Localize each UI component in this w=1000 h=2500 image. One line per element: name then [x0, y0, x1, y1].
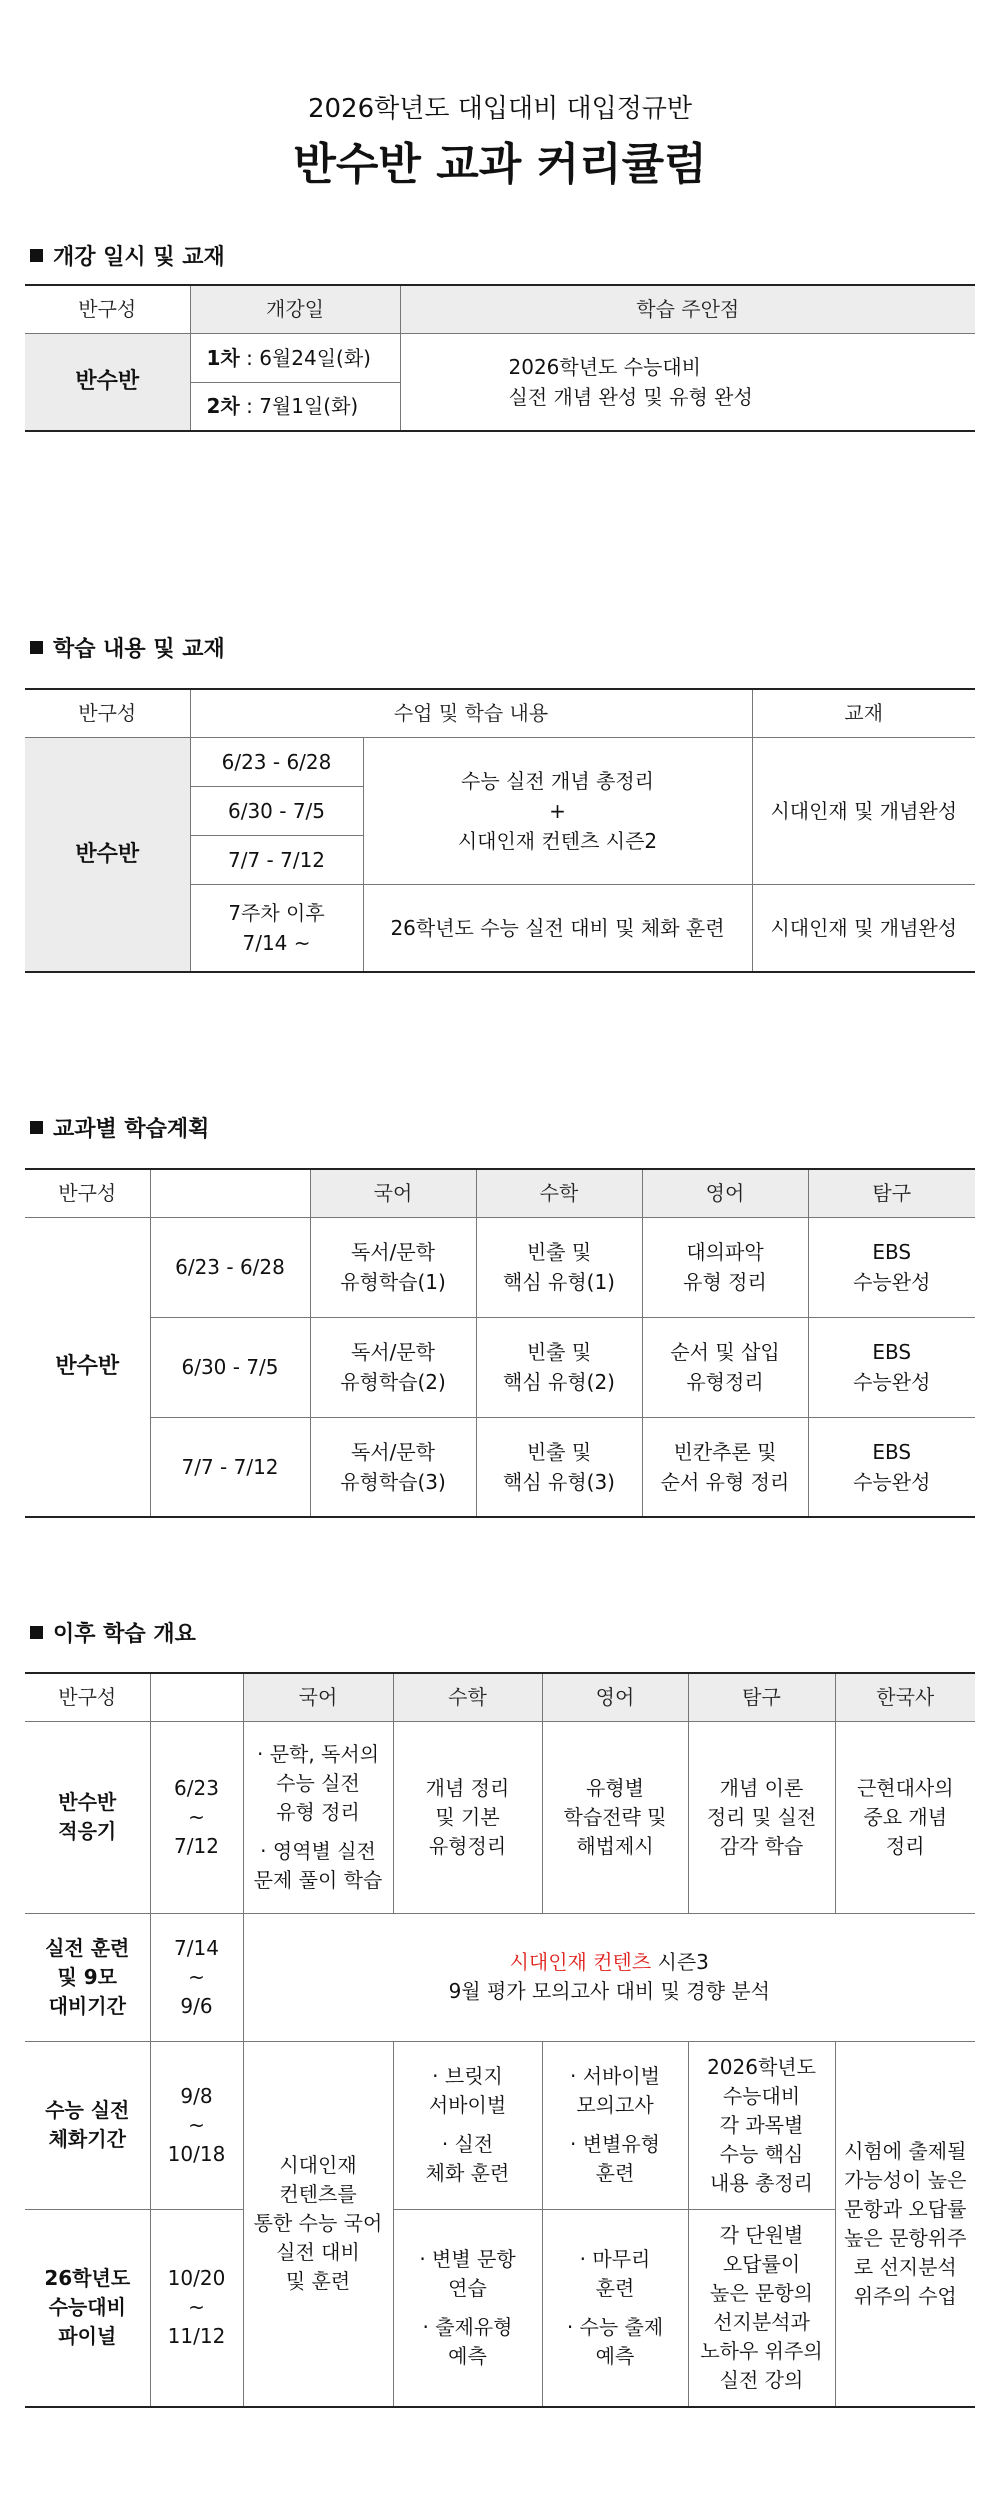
page-title: 반수반 교과 커리큘럼: [293, 139, 707, 190]
focus-cell: 2026학년도 수능대비 실전 개념 완성 및 유형 완성: [400, 333, 975, 431]
col-header: 반구성: [25, 285, 190, 333]
sci-cell: 각 단원별 오답률이 높은 문항의 선지분석과 노하우 위주의 실전 강의: [688, 2209, 835, 2407]
math-cell: · 브릿지 서바이벌 · 실전 체화 훈련: [393, 2041, 542, 2209]
plan-cell: 순서 및 삽입 유형정리: [642, 1317, 808, 1417]
col-header: 탐구: [808, 1169, 975, 1217]
col-header: 개강일: [190, 285, 400, 333]
class-label: 반수반: [25, 737, 190, 972]
period-cell: 7/7 - 7/12: [190, 835, 363, 884]
plan-cell: 독서/문학 유형학습(3): [310, 1417, 476, 1517]
hist-cell: 근현대사의 중요 개념 정리: [835, 1721, 975, 1913]
period-cell: 9/8 ~ 10/18: [150, 2041, 243, 2209]
content-cell: 26학년도 수능 실전 대비 및 체화 훈련: [363, 884, 752, 972]
square-bullet-icon: [30, 1626, 43, 1639]
eng-cell: 유형별 학습전략 및 해법제시: [542, 1721, 688, 1913]
section-heading-schedule: 개강 일시 및 교재: [30, 240, 225, 271]
period-cell: 6/23 ~ 7/12: [150, 1721, 243, 1913]
square-bullet-icon: [30, 249, 43, 262]
col-header: 반구성: [25, 1169, 150, 1217]
plan-cell: EBS 수능완성: [808, 1417, 975, 1517]
page-subtitle: 2026학년도 대입대비 대입정규반: [307, 94, 693, 124]
start-date-cell: 1차 : 6월24일(화): [190, 333, 400, 382]
col-header: 수업 및 학습 내용: [190, 689, 752, 737]
sci-cell: 개념 이론 정리 및 실전 감각 학습: [688, 1721, 835, 1913]
book-cell: 시대인재 및 개념완성: [752, 884, 975, 972]
plan-cell: 대의파악 유형 정리: [642, 1217, 808, 1317]
kor-merged-cell: 시대인재 컨텐츠를 통한 수능 국어 실전 대비 및 훈련: [243, 2041, 393, 2407]
start-date-cell: 2차 : 7월1일(화): [190, 382, 400, 431]
col-header: 영어: [542, 1673, 688, 1721]
phase-label: 반수반 적응기: [25, 1721, 150, 1913]
col-header: 한국사: [835, 1673, 975, 1721]
plan-cell: 독서/문학 유형학습(2): [310, 1317, 476, 1417]
period-cell: 10/20 ~ 11/12: [150, 2209, 243, 2407]
plan-cell: EBS 수능완성: [808, 1317, 975, 1417]
square-bullet-icon: [30, 641, 43, 654]
content-cell: 수능 실전 개념 총정리 + 시대인재 컨텐츠 시즌2: [363, 737, 752, 884]
plan-cell: 빈출 및 핵심 유형(3): [476, 1417, 642, 1517]
plan-cell: 독서/문학 유형학습(1): [310, 1217, 476, 1317]
plan-cell: EBS 수능완성: [808, 1217, 975, 1317]
book-cell: 시대인재 및 개념완성: [752, 737, 975, 884]
col-header: 반구성: [25, 689, 190, 737]
plan-cell: 빈칸추론 및 순서 유형 정리: [642, 1417, 808, 1517]
col-header: 교재: [752, 689, 975, 737]
phase-label: 26학년도 수능대비 파이널: [25, 2209, 150, 2407]
sci-cell: 2026학년도 수능대비 각 과목별 수능 핵심 내용 총정리: [688, 2041, 835, 2209]
col-header: 수학: [393, 1673, 542, 1721]
col-header: [150, 1673, 243, 1721]
period-cell: 7주차 이후 7/14 ~: [190, 884, 363, 972]
season3-cell: 시대인재 컨텐츠 시즌3 9월 평가 모의고사 대비 및 경향 분석: [243, 1913, 975, 2041]
col-header: 수학: [476, 1169, 642, 1217]
period-cell: 6/23 - 6/28: [150, 1217, 310, 1317]
col-header: [150, 1169, 310, 1217]
period-cell: 6/30 - 7/5: [190, 786, 363, 835]
math-cell: 개념 정리 및 기본 유형정리: [393, 1721, 542, 1913]
kor-cell: · 문학, 독서의 수능 실전 유형 정리 · 영역별 실전 문제 풀이 학습: [243, 1721, 393, 1913]
phase-label: 실전 훈련 및 9모 대비기간: [25, 1913, 150, 2041]
plan-cell: 빈출 및 핵심 유형(2): [476, 1317, 642, 1417]
math-cell: · 변별 문항 연습 · 출제유형 예측: [393, 2209, 542, 2407]
col-header: 탐구: [688, 1673, 835, 1721]
overview-table: [25, 1672, 975, 2408]
class-label: 반수반: [25, 1217, 150, 1517]
schedule-table: [25, 284, 975, 432]
subject-plan-table: [25, 1168, 975, 1518]
col-header: 국어: [243, 1673, 393, 1721]
period-cell: 6/23 - 6/28: [190, 737, 363, 786]
period-cell: 6/30 - 7/5: [150, 1317, 310, 1417]
class-label: 반수반: [25, 333, 190, 431]
col-header: 국어: [310, 1169, 476, 1217]
square-bullet-icon: [30, 1121, 43, 1134]
period-cell: 7/7 - 7/12: [150, 1417, 310, 1517]
col-header: 학습 주안점: [400, 285, 975, 333]
section-heading-plan: 교과별 학습계획: [30, 1112, 209, 1143]
period-cell: 7/14 ~ 9/6: [150, 1913, 243, 2041]
phase-label: 수능 실전 체화기간: [25, 2041, 150, 2209]
section-heading-overview: 이후 학습 개요: [30, 1617, 196, 1648]
content-table: [25, 688, 975, 973]
col-header: 영어: [642, 1169, 808, 1217]
plan-cell: 빈출 및 핵심 유형(1): [476, 1217, 642, 1317]
section-heading-content: 학습 내용 및 교재: [30, 632, 225, 663]
hist-merged-cell: 시험에 출제될 가능성이 높은 문항과 오답률 높은 문항위주 로 선지분석 위주의 수업: [835, 2041, 975, 2407]
eng-cell: · 서바이벌 모의고사 · 변별유형 훈련: [542, 2041, 688, 2209]
col-header: 반구성: [25, 1673, 150, 1721]
eng-cell: · 마무리 훈련 · 수능 출제 예측: [542, 2209, 688, 2407]
